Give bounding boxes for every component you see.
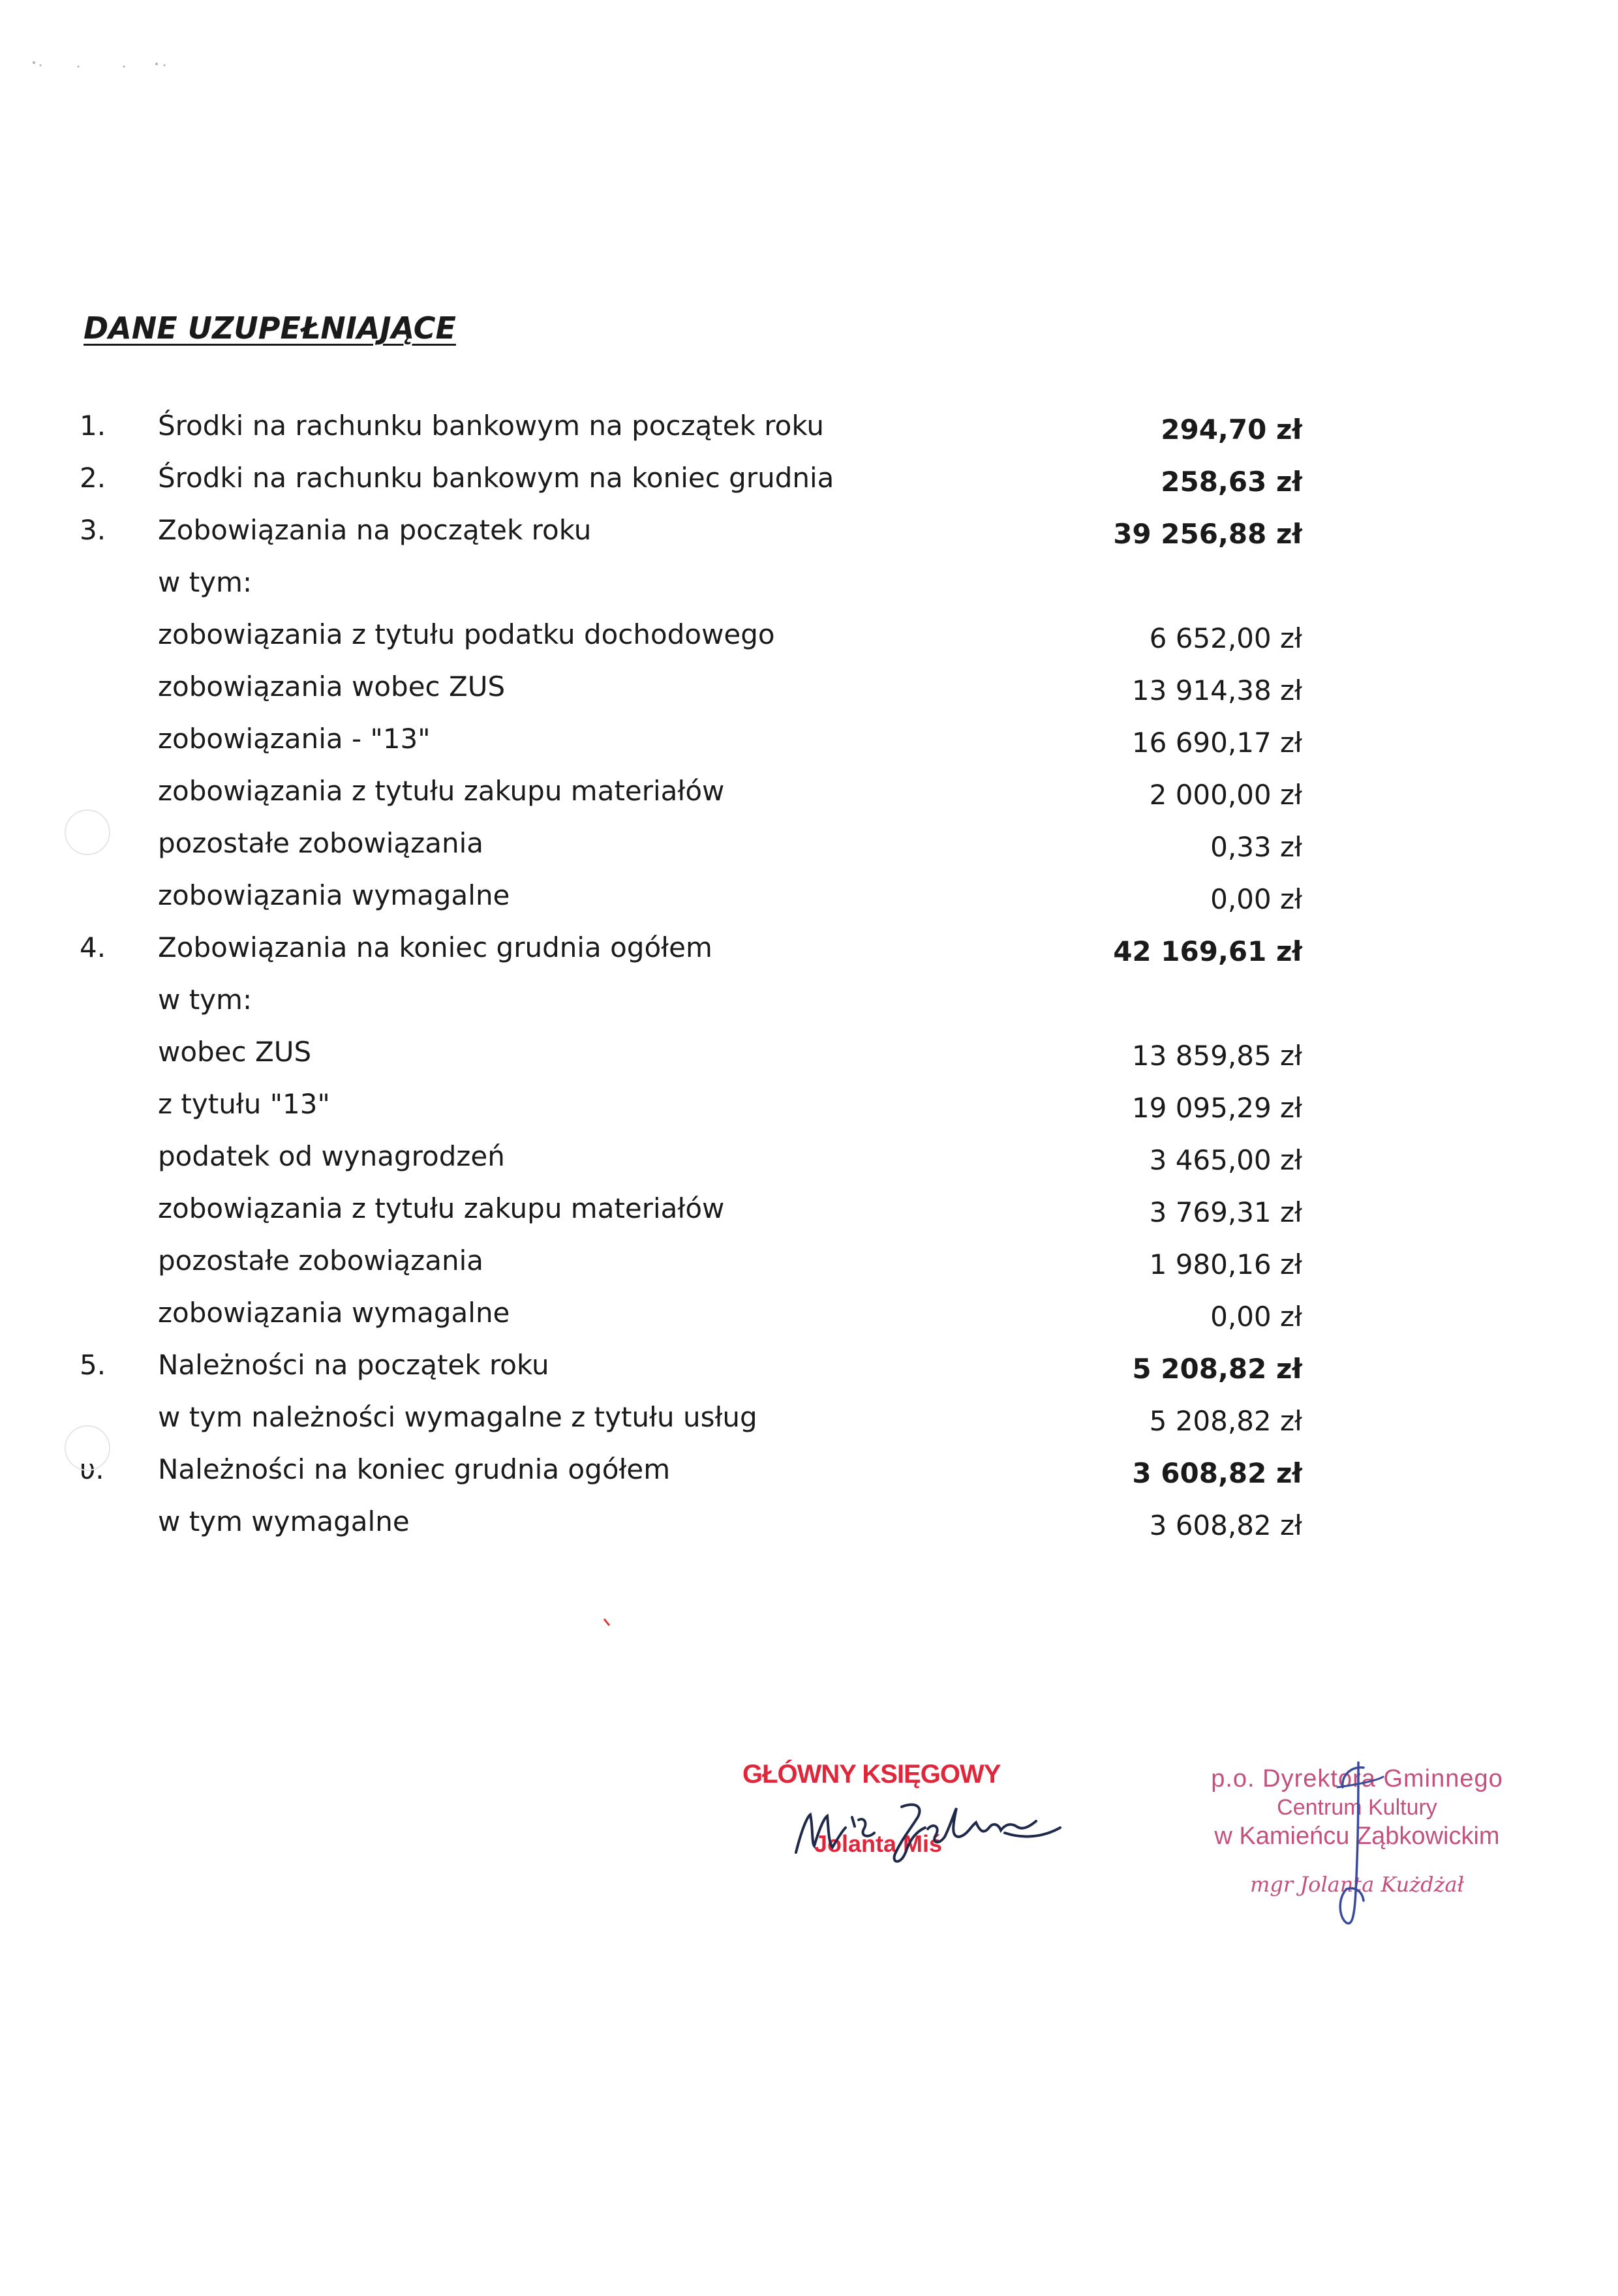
chief-accountant-stamp xyxy=(731,1755,1070,1885)
data-row xyxy=(0,1401,1618,1453)
row-label: Środki na rachunku bankowym na koniec grudnia xyxy=(158,462,834,494)
row-amount: 0,00 zł xyxy=(1210,1301,1302,1333)
row-label: zobowiązania z tytułu zakupu materiałów xyxy=(158,775,725,807)
data-row xyxy=(0,984,1618,1036)
row-amount: 3 465,00 zł xyxy=(1149,1144,1302,1176)
row-number: 5. xyxy=(80,1349,106,1381)
row-amount: 5 208,82 zł xyxy=(1149,1405,1302,1437)
row-amount: 2 000,00 zł xyxy=(1149,779,1302,811)
director-stamp-line2: Centrum Kultury xyxy=(1277,1795,1437,1820)
data-row xyxy=(0,514,1618,566)
row-label: z tytułu "13" xyxy=(158,1088,330,1120)
row-label: pozostałe zobowiązania xyxy=(158,1245,483,1276)
handwritten-signature-right xyxy=(1187,1761,1527,1931)
row-label: Zobowiązania na początek roku xyxy=(158,514,592,546)
row-label: zobowiązania wymagalne xyxy=(158,1297,510,1329)
data-row xyxy=(0,1349,1618,1401)
row-label: Środki na rachunku bankowym na początek roku xyxy=(158,410,824,442)
data-row xyxy=(0,931,1618,984)
row-label: w tym: xyxy=(158,566,252,598)
punch-hole-mark xyxy=(64,806,116,858)
row-amount: 0,33 zł xyxy=(1210,831,1302,863)
row-label: Należności na początek roku xyxy=(158,1349,549,1381)
handwritten-signature-left xyxy=(731,1755,1070,1885)
row-amount: 16 690,17 zł xyxy=(1131,727,1302,759)
row-label: zobowiązania wymagalne xyxy=(158,879,510,911)
data-row xyxy=(0,671,1618,723)
data-row xyxy=(0,462,1618,514)
director-stamp-line3: w Kamieńcu Ząbkowickim xyxy=(1214,1822,1500,1850)
director-stamp-line4: mgr Jolanta Kużdżał xyxy=(1250,1872,1464,1897)
data-row xyxy=(0,1192,1618,1245)
row-number: 1. xyxy=(80,410,106,442)
chief-accountant-title: GŁÓWNY KSIĘGOWY xyxy=(742,1760,1001,1789)
director-stamp-line1: p.o. Dyrektora Gminnego xyxy=(1211,1765,1503,1792)
scan-artifact xyxy=(26,52,183,78)
data-row xyxy=(0,618,1618,671)
row-label: podatek od wynagrodzeń xyxy=(158,1140,505,1172)
data-row xyxy=(0,1140,1618,1192)
row-amount: 1 980,16 zł xyxy=(1149,1248,1302,1280)
row-amount: 0,00 zł xyxy=(1210,883,1302,915)
row-label: zobowiązania z tytułu podatku dochodowego xyxy=(158,618,775,650)
row-amount: 39 256,88 zł xyxy=(1113,518,1302,550)
row-number: 2. xyxy=(80,462,106,494)
data-row xyxy=(0,1505,1618,1558)
data-row xyxy=(0,566,1618,618)
row-label: zobowiązania - "13" xyxy=(158,723,431,755)
director-stamp xyxy=(1187,1761,1527,1931)
data-row xyxy=(0,410,1618,462)
data-row xyxy=(0,827,1618,879)
red-speck xyxy=(603,1618,616,1631)
row-label: w tym: xyxy=(158,984,252,1016)
data-row xyxy=(0,1453,1618,1505)
row-amount: 19 095,29 zł xyxy=(1131,1092,1302,1124)
data-row xyxy=(0,775,1618,827)
row-amount: 3 608,82 zł xyxy=(1149,1509,1302,1541)
row-amount: 6 652,00 zł xyxy=(1149,622,1302,654)
row-label: w tym należności wymagalne z tytułu usług xyxy=(158,1401,757,1433)
row-amount: 294,70 zł xyxy=(1161,414,1302,446)
row-label: zobowiązania wobec ZUS xyxy=(158,671,506,702)
row-label: w tym wymagalne xyxy=(158,1505,410,1537)
row-amount: 42 169,61 zł xyxy=(1113,935,1302,967)
data-row xyxy=(0,1088,1618,1140)
row-number: 3. xyxy=(80,514,106,546)
document-title: DANE UZUPEŁNIAJĄCE xyxy=(84,310,456,346)
row-amount: 13 914,38 zł xyxy=(1131,674,1302,706)
data-row xyxy=(0,723,1618,775)
row-amount: 3 608,82 zł xyxy=(1132,1457,1302,1489)
punch-hole-mark-2 xyxy=(64,1422,116,1474)
row-amount: 13 859,85 zł xyxy=(1131,1040,1302,1072)
data-row xyxy=(0,1245,1618,1297)
row-label: Należności na koniec grudnia ogółem xyxy=(158,1453,671,1485)
data-row xyxy=(0,1036,1618,1088)
row-number: 4. xyxy=(80,931,106,963)
row-number: υ. xyxy=(80,1453,104,1485)
row-amount: 3 769,31 zł xyxy=(1149,1196,1302,1228)
chief-accountant-name: Jolanta Miś xyxy=(814,1830,943,1857)
data-row xyxy=(0,879,1618,931)
row-amount: 5 208,82 zł xyxy=(1132,1353,1302,1385)
row-label: wobec ZUS xyxy=(158,1036,312,1068)
data-row xyxy=(0,1297,1618,1349)
row-amount: 258,63 zł xyxy=(1161,466,1302,498)
row-label: pozostałe zobowiązania xyxy=(158,827,483,859)
row-label: zobowiązania z tytułu zakupu materiałów xyxy=(158,1192,725,1224)
row-label: Zobowiązania na koniec grudnia ogółem xyxy=(158,931,712,963)
